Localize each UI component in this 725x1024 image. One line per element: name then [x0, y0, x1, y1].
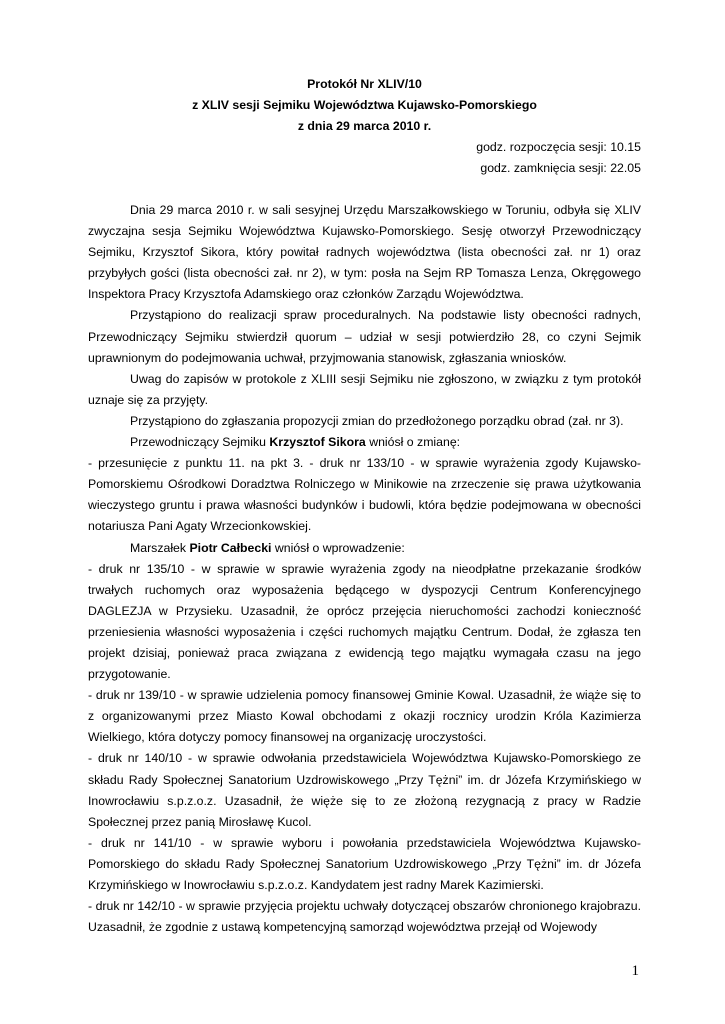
document-title: Protokół Nr XLIV/10: [307, 77, 422, 91]
paragraph-previous-protocol: Uwag do zapisów w protokole z XLIII sesji Sejmiku nie zgłoszono, w związku z tym protokół uznaje się za przyjęty.: [88, 371, 641, 407]
list-item: - druk nr 141/10 - w sprawie wyboru i powołania przedstawiciela Województwa Kujawsko-Pomorskiego do składu Rady Społecznej Sanatorium Uzdrowiskowego „Przy Tężni” im. dr Józefa Krzymińskiego w Inowrocławiu s.p.z.o.z. Kandydatem jest radny Marek Kazimierski.: [88, 835, 641, 892]
list-item: - przesunięcie z punktu 11. na pkt 3. - druk nr 133/10 - w sprawie wyrażenia zgody Kujawsko-Pomorskiemu Ośrodkowi Doradztwa Rolniczego w Minikowie na zrzeczenie się prawa użytkowania wieczystego gruntu i prawa własności budynków i budowli, która będzie podejmowana w obecności notariusza Pani Agaty Wrzecionkowskiej.: [88, 456, 641, 534]
session-end-time: godz. zamknięcia sesji: 22.05: [480, 161, 641, 175]
paragraph-agenda-changes: Przystąpiono do zgłaszania propozycji zmian do przedłożonego porządku obrad (zał. nr 3).: [130, 413, 624, 428]
text: wniósł o zmianę:: [365, 435, 461, 450]
paragraph-opening: Dnia 29 marca 2010 r. w sali sesyjnej Urzędu Marszałkowskiego w Toruniu, odbyła się XLIV zwyczajna sesja Sejmiku Województwa Kujawsko-Pomorskiego. Sesję otworzył Przewodniczący Sejmiku, Krzysztof Sikora, który powitał radnych województwa (lista obecności zał. nr 1) oraz przybyłych gości (lista obecności zał. nr 2), w tym: posła na Sejm RP Tomasza Lenza, Okręgowego Inspektora Pracy Krzysztofa Adamskiego oraz członków Zarządu Województwa.: [88, 203, 641, 302]
list-item: - druk nr 140/10 - w sprawie odwołania przedstawiciela Województwa Kujawsko-Pomorskiego ze składu Rady Społecznej Sanatorium Uzdrowiskowego „Przy Tężni” im. dr Józefa Krzymińskiego w Inowrocławiu s.p.z.o.z. Uzasadnił, że więże się to ze złożoną rezygnacją z pracy w Radzie Społecznej przez panią Mirosławę Kucol.: [88, 751, 641, 829]
document-date: z dnia 29 marca 2010 r.: [297, 119, 432, 133]
document-page: [88, 74, 641, 938]
text: wniósł o wprowadzenie:: [271, 540, 405, 555]
paragraph-procedural: Przystąpiono do realizacji spraw proceduralnych. Na podstawie listy obecności radnych, Przewodniczący Sejmiku stwierdził quorum – udział w sesji potwierdziło 28, co czyni Sejmik uprawnionym do podejmowania uchwał, przyjmowania stanowisk, zgłaszania wniosków.: [88, 308, 641, 365]
session-start-time: godz. rozpoczęcia sesji: 10.15: [476, 140, 641, 154]
list-item: - druk nr 135/10 - w sprawie w sprawie wyrażenia zgody na nieodpłatne przekazanie środków trwałych ruchomych oraz wyposażenia będącego w dyspozycji Centrum Konferencyjnego DAGLEZJA w Przysieku. Uzasadnił, że oprócz przejęcia nieruchomości zachodzi konieczność przeniesienia własności wyposażenia i części ruchomych majątku Centrum. Dodał, że zgłasza ten projekt dzisiaj, ponieważ praca związana z ewidencją tego majątku wymagała czasu na jego przygotowanie.: [88, 561, 641, 682]
list-item: - druk nr 139/10 - w sprawie udzielenia pomocy finansowej Gminie Kowal. Uzasadnił, że wiąże się to z organizowanymi przez Miasto Kowal obchodami z okazji rocznicy urodzin Króla Kazimierza Wielkiego, która dotyczy pomocy finansowej na organizację uroczystości.: [88, 688, 641, 745]
marshal-name: Piotr Całbecki: [189, 540, 272, 555]
document-subtitle: z XLIV sesji Sejmiku Województwa Kujawsko-Pomorskiego: [192, 98, 537, 112]
text: Marszałek: [130, 540, 190, 555]
list-item: - druk nr 142/10 - w sprawie przyjęcia projektu uchwały dotyczącej obszarów chronionego krajobrazu. Uzasadnił, że zgodnie z ustawą kompetencyjną samorząd województwa przejął od Wojewody: [88, 899, 641, 935]
spacer: [88, 179, 641, 200]
chairman-name: Krzysztof Sikora: [269, 435, 366, 450]
text: Przewodniczący Sejmiku: [130, 435, 270, 450]
paragraph-chairman-motion: [88, 432, 641, 453]
paragraph-marshal-motion: [88, 538, 641, 559]
page-number: 1: [631, 963, 639, 979]
